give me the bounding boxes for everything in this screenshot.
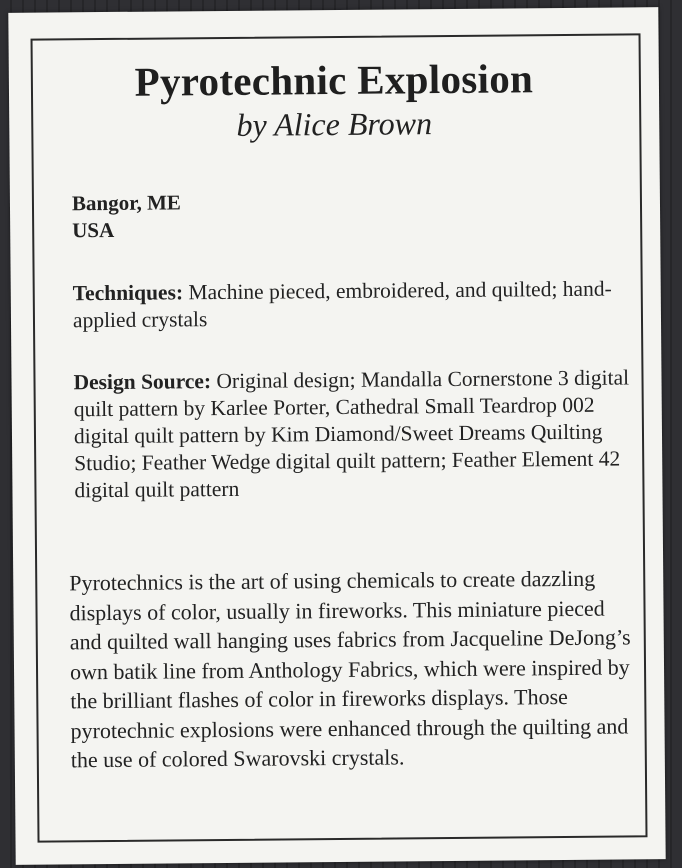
- location-city: Bangor, ME: [71, 190, 181, 216]
- design-source-label: Design Source:: [73, 369, 212, 395]
- exhibit-label-card: [8, 7, 665, 865]
- techniques-text: Machine pieced, embroidered, and quilted; hand-applied crystals: [72, 276, 612, 333]
- description-paragraph: Pyrotechnics is the art of using chemicals to create dazzling displays of color, usually in fireworks. This miniature pieced and quilted wall hanging uses fabrics from Jacqueline DeJong’s own batik line from Anthology Fabrics, which were inspired by the brilliant flashes of color in fireworks displays. Those pyrotechnic explosions were enhanced through the quilting and the use of colored Swarovski crystals.: [69, 565, 631, 773]
- artist-byline: by Alice Brown: [236, 105, 433, 143]
- location-country: USA: [72, 217, 115, 243]
- design-source-text: Original design; Mandalla Cornerstone 3 digital quilt pattern by Karlee Porter, Cathedral Small Teardrop 002 digital quilt pattern by Kim Diamond/Sweet Dreams Quilting Studio; Feather Wedge digital quilt pattern; Feather Element 42 digital quilt pattern: [73, 365, 630, 503]
- techniques-paragraph: [73, 275, 631, 334]
- techniques-label: Techniques:: [72, 280, 184, 306]
- quilt-title: Pyrotechnic Explosion: [134, 55, 534, 105]
- design-source-paragraph: [73, 364, 632, 504]
- location-block: [72, 185, 630, 244]
